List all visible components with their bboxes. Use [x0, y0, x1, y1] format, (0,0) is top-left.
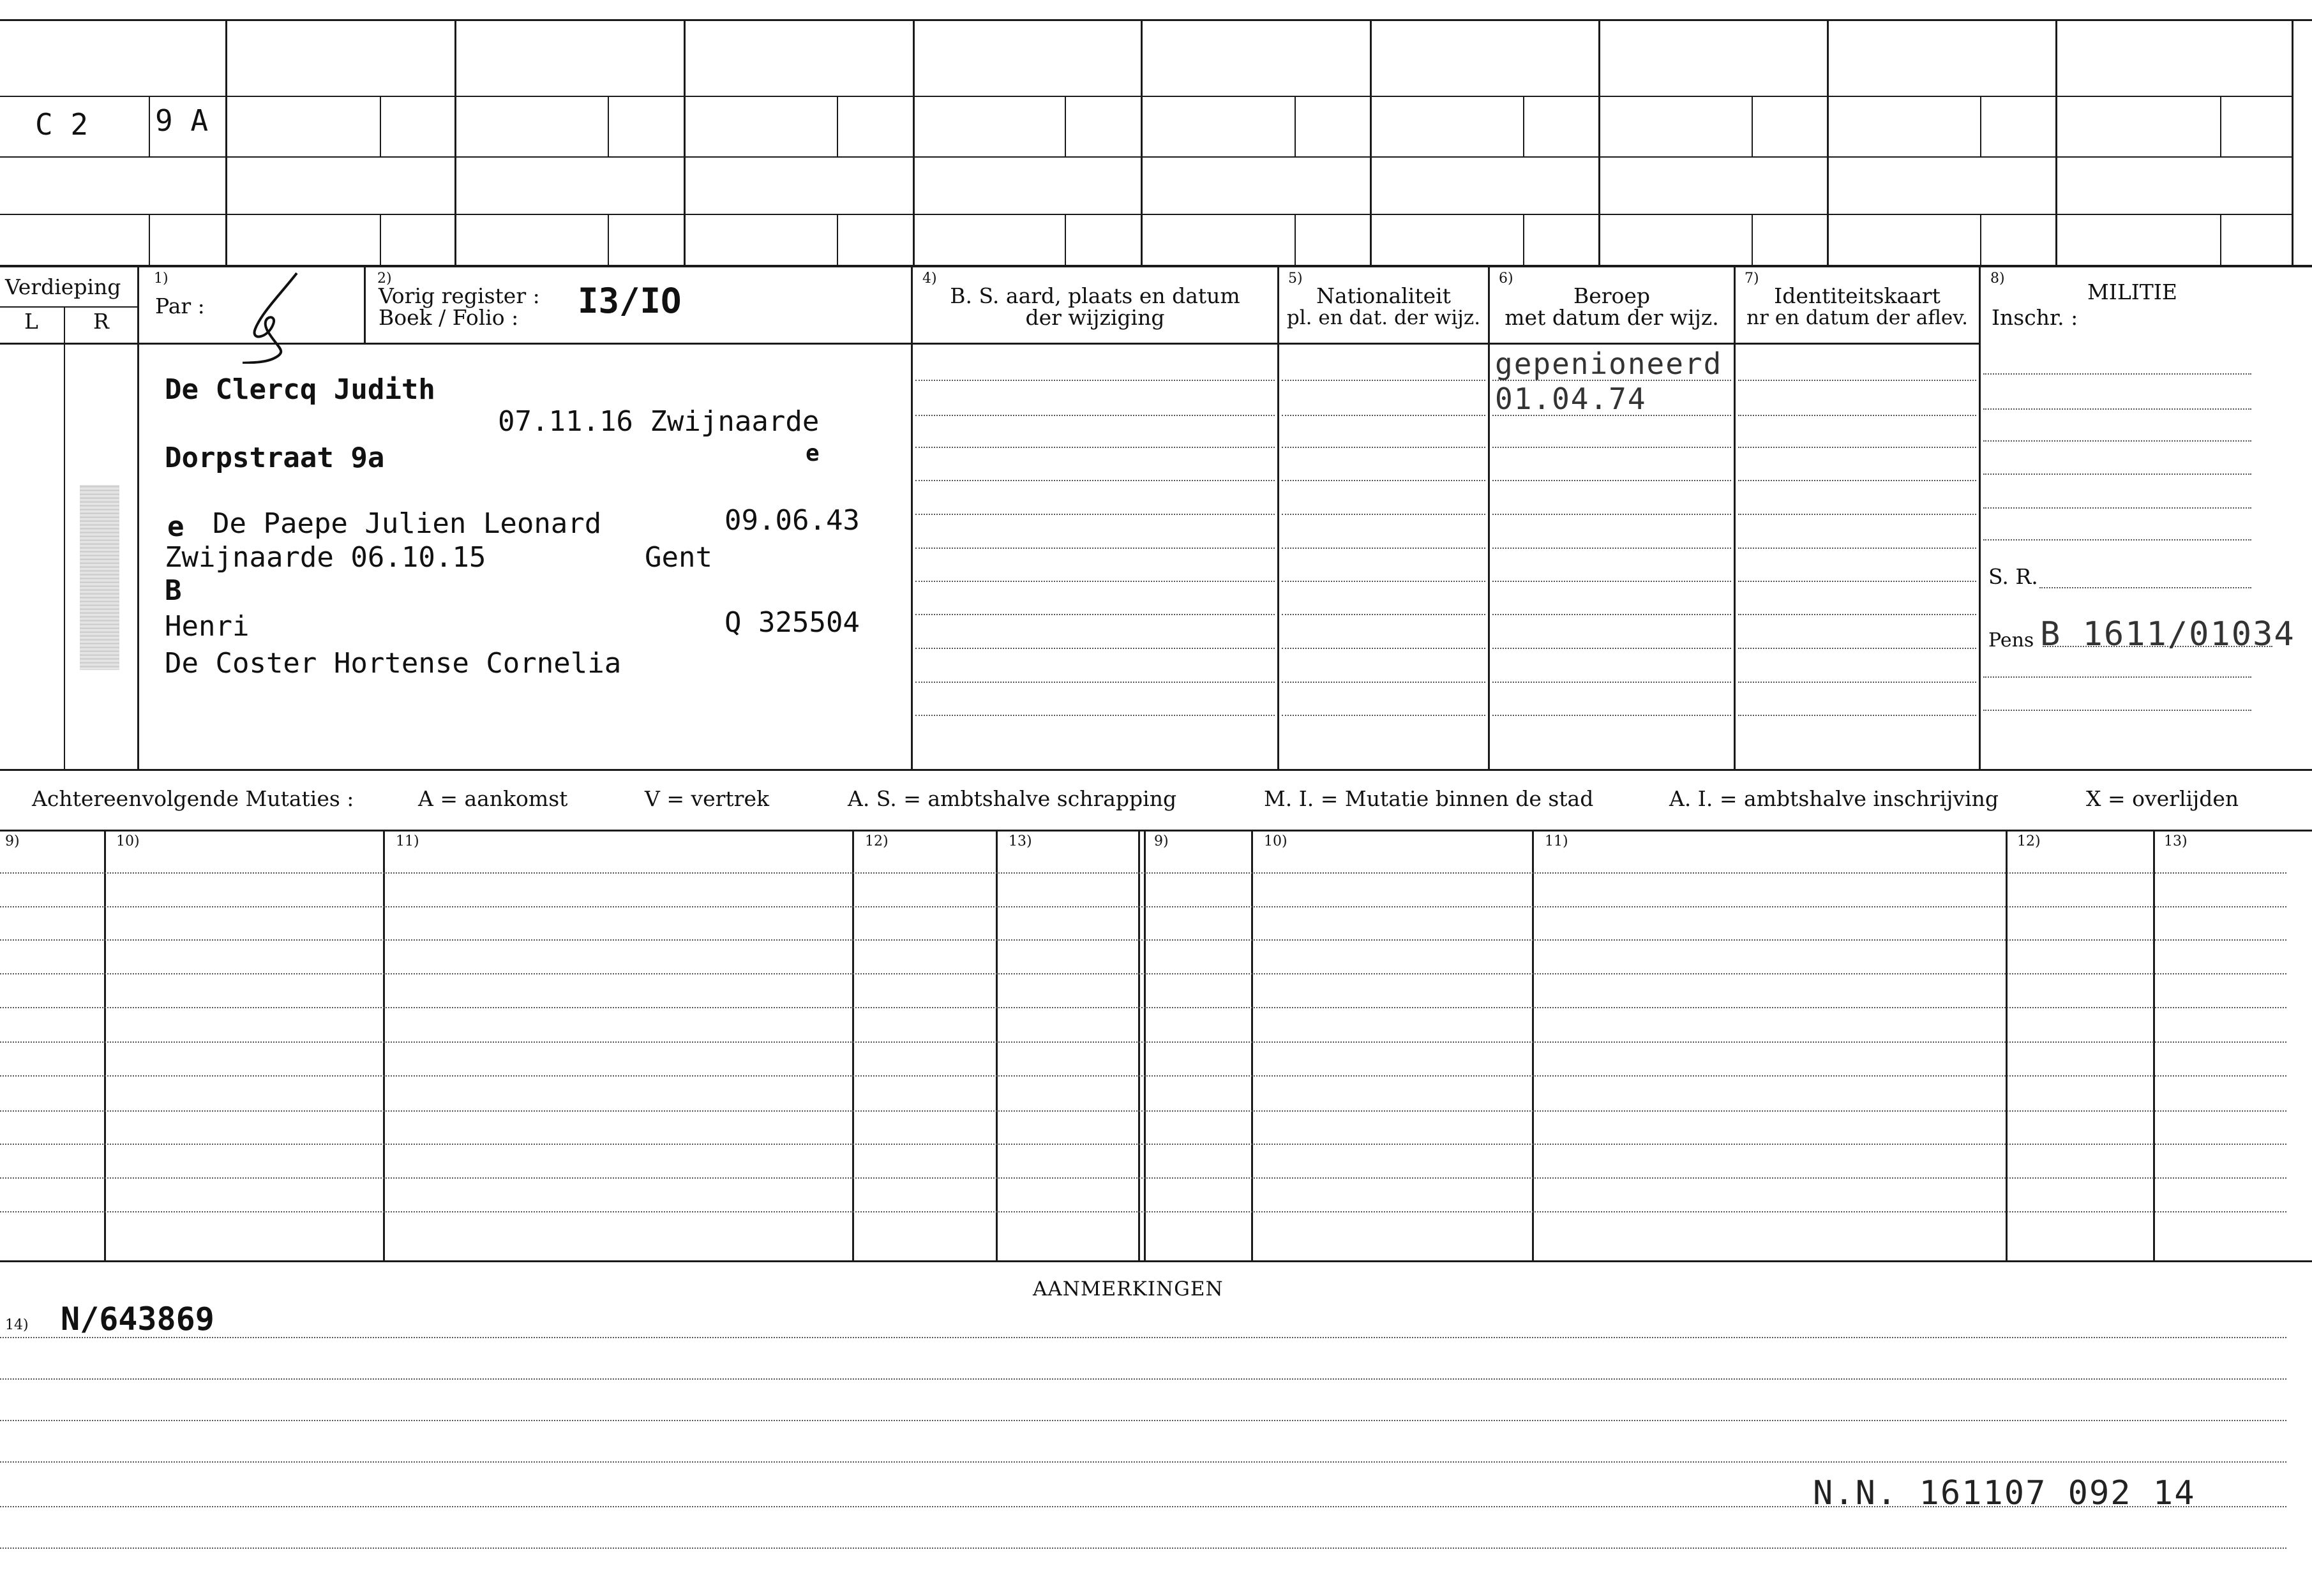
- dotted-rule: [1492, 614, 1731, 615]
- rule-v: [1277, 267, 1279, 771]
- dotted-rule: [1738, 380, 1976, 381]
- dotted-rule: [1492, 514, 1731, 515]
- rule-v: [225, 19, 227, 265]
- nationaliteit-header-line2: pl. en dat. der wijz.: [1286, 306, 1481, 329]
- rule-v: [2292, 19, 2293, 265]
- rule-v: [1488, 267, 1490, 771]
- rule-h: [0, 96, 2292, 97]
- rule-v: [1251, 830, 1253, 1260]
- dotted-rule: [1282, 614, 1485, 615]
- id-header-line1: Identiteitskaart: [1774, 283, 1940, 308]
- col-number: 13): [2164, 833, 2188, 849]
- boek-folio-label: Boek / Folio :: [379, 305, 519, 330]
- dotted-rule: [1492, 648, 1731, 649]
- dotted-rule: [0, 1548, 2286, 1549]
- dotted-rule: [915, 447, 1275, 448]
- dotted-rule: [1282, 648, 1485, 649]
- person-address: Dorpstraat 9a: [165, 442, 385, 474]
- rule-mutaties-top: [0, 830, 2312, 832]
- dotted-rule: [915, 380, 1275, 381]
- verdieping-label: Verdieping: [5, 274, 121, 299]
- spouse-birth: Zwijnaarde 06.10.15: [165, 541, 486, 574]
- dotted-rule: [1282, 548, 1485, 549]
- dotted-rule: [1738, 614, 1976, 615]
- nationality-code: B: [165, 574, 182, 607]
- rule-v: [1980, 96, 1981, 156]
- beroep-header-line1: Beroep: [1573, 283, 1651, 308]
- vorig-register-label: Vorig register :: [379, 283, 540, 308]
- col-number: 5): [1288, 271, 1303, 287]
- rule-h: [0, 156, 2292, 158]
- col-number: 8): [1990, 271, 2005, 287]
- rule-v: [364, 267, 366, 343]
- dotted-rule: [1983, 408, 2251, 410]
- dotted-rule: [0, 1461, 2286, 1463]
- dotted-rule: [915, 682, 1275, 683]
- dotted-rule: [0, 973, 2286, 974]
- person-name: De Clercq Judith: [165, 373, 435, 406]
- nn-number: N.N. 161107 092 14: [1813, 1474, 2196, 1512]
- rule-v: [137, 267, 139, 771]
- rule-v: [2055, 19, 2057, 265]
- dotted-rule: [0, 1075, 2286, 1077]
- dotted-rule: [1738, 447, 1976, 448]
- dotted-rule: [1983, 474, 2251, 475]
- dotted-rule: [0, 1110, 2286, 1112]
- col-number: 12): [2017, 833, 2041, 849]
- rule-v: [608, 214, 609, 265]
- col-number: 9): [5, 833, 20, 849]
- dotted-rule: [1282, 514, 1485, 515]
- rule-v: [2220, 96, 2221, 156]
- inschr-label: Inschr. :: [1992, 305, 2078, 330]
- rule-v: [1598, 19, 1600, 265]
- rule-v: [837, 214, 838, 265]
- rule-v: [64, 306, 65, 771]
- mutatie-x: X = overlijden: [2086, 786, 2239, 811]
- rule-v: [1295, 214, 1296, 265]
- mutatie-ai: A. I. = ambtshalve inschrijving: [1669, 786, 1999, 811]
- pencil-smudge: [80, 485, 119, 670]
- militie-header: MILITIE: [2087, 280, 2177, 304]
- dotted-rule: [0, 906, 2286, 907]
- rule-v: [383, 830, 385, 1260]
- vorig-register-value: I3/IO: [578, 281, 682, 321]
- rule-v: [1141, 19, 1143, 265]
- dotted-rule: [1492, 480, 1731, 481]
- dotted-rule: [1492, 548, 1731, 549]
- dotted-rule: [0, 1211, 2286, 1212]
- col-number: 9): [1154, 833, 1169, 849]
- rule-h: [0, 306, 137, 308]
- dotted-rule: [1983, 440, 2251, 442]
- rule-v: [684, 19, 686, 265]
- pens-label: Pens: [1988, 629, 2034, 652]
- rule-v: [1370, 19, 1372, 265]
- dotted-rule: [0, 939, 2286, 941]
- dotted-rule: [0, 1007, 2286, 1008]
- rule-h: [0, 214, 2292, 215]
- dotted-rule: [1983, 676, 2251, 678]
- rule-v: [996, 830, 998, 1260]
- dotted-rule: [0, 1337, 2286, 1338]
- spouse-name: De Paepe Julien Leonard: [213, 507, 602, 540]
- col-number: 1): [154, 271, 169, 287]
- beroep-date: 01.04.74: [1495, 382, 1647, 416]
- dotted-rule: [1738, 548, 1976, 549]
- code-c: C 2: [35, 107, 89, 142]
- dotted-rule: [1738, 715, 1976, 716]
- rule-v: [1532, 830, 1534, 1260]
- dotted-rule: [1282, 480, 1485, 481]
- dotted-rule: [0, 1041, 2286, 1043]
- rule-v: [1523, 96, 1524, 156]
- col-number: 10): [1264, 833, 1287, 849]
- dotted-rule: [1738, 682, 1976, 683]
- rule-v: [911, 267, 913, 771]
- dotted-rule: [0, 872, 2286, 874]
- par-signature: [243, 268, 313, 364]
- rule-v: [1523, 214, 1524, 265]
- place: Gent: [645, 541, 712, 574]
- rule-v: [149, 96, 150, 156]
- rule-v: [2153, 830, 2155, 1260]
- person-birth: 07.11.16 Zwijnaarde: [498, 405, 820, 438]
- mother-name: De Coster Hortense Cornelia: [165, 647, 622, 680]
- col-number: 7): [1745, 271, 1759, 287]
- par-label: Par :: [155, 294, 205, 318]
- rule-v: [1752, 214, 1753, 265]
- rule-v: [1752, 96, 1753, 156]
- dotted-rule: [915, 581, 1275, 582]
- col-number: 13): [1009, 833, 1032, 849]
- dotted-rule: [1492, 715, 1731, 716]
- bs-header-line2: der wijziging: [1025, 305, 1165, 330]
- dotted-rule: [1738, 415, 1976, 416]
- dotted-rule: [1738, 581, 1976, 582]
- r-label: R: [93, 309, 109, 334]
- pens-value: B 1611/01034: [2040, 615, 2295, 653]
- marriage-date: 09.06.43: [724, 504, 860, 537]
- id-header-line2: nr en datum der aflev.: [1746, 306, 1968, 329]
- dotted-rule: [1492, 447, 1731, 448]
- dotted-rule: [1282, 415, 1485, 416]
- rule-v: [2220, 214, 2221, 265]
- rule-v: [149, 214, 150, 265]
- nationaliteit-header-line1: Nationaliteit: [1316, 283, 1451, 308]
- id-card-number: Q 325504: [724, 606, 860, 639]
- dotted-rule: [0, 1420, 2286, 1421]
- dotted-rule: [1492, 682, 1731, 683]
- dotted-rule: [1738, 480, 1976, 481]
- beroep-value: gepenioneerd: [1495, 347, 1723, 381]
- dotted-rule: [1983, 373, 2251, 375]
- sr-label: S. R.: [1988, 564, 2038, 589]
- col-number: 10): [116, 833, 140, 849]
- dotted-rule: [0, 1177, 2286, 1179]
- rule-v: [454, 19, 456, 265]
- dotted-rule: [915, 648, 1275, 649]
- mutaties-title: Achtereenvolgende Mutaties :: [32, 786, 354, 811]
- rule-v: [104, 830, 106, 1260]
- dotted-rule: [0, 1144, 2286, 1145]
- dotted-rule: [2039, 587, 2251, 588]
- dotted-rule: [1282, 447, 1485, 448]
- rule-v: [1827, 19, 1829, 265]
- rule-v: [1138, 830, 1140, 1260]
- dotted-rule: [1282, 682, 1485, 683]
- dotted-rule: [915, 548, 1275, 549]
- mutatie-a: A = aankomst: [418, 786, 568, 811]
- col-number: 11): [1545, 833, 1568, 849]
- e-mark: e: [806, 440, 820, 466]
- rule-v: [2006, 830, 2008, 1260]
- col-number: 6): [1499, 271, 1513, 287]
- rule-v: [1065, 214, 1066, 265]
- dotted-rule: [1738, 514, 1976, 515]
- mutatie-v: V = vertrek: [645, 786, 769, 811]
- rule-v: [1980, 214, 1981, 265]
- dotted-rule: [1983, 539, 2251, 541]
- dotted-rule: [1738, 648, 1976, 649]
- rule-v: [837, 96, 838, 156]
- rule-v: [1295, 96, 1296, 156]
- rule-v: [1979, 267, 1981, 771]
- bs-header-line1: B. S. aard, plaats en datum: [950, 283, 1240, 308]
- col-number: 2): [377, 271, 392, 287]
- col-number: 11): [396, 833, 419, 849]
- dotted-rule: [0, 1378, 2286, 1380]
- dotted-rule: [1282, 715, 1485, 716]
- rule-body-bottom: [0, 769, 2312, 771]
- rule-v: [1065, 96, 1066, 156]
- dotted-rule: [915, 415, 1275, 416]
- rule-v: [913, 19, 915, 265]
- rule-v: [1734, 267, 1736, 771]
- dotted-rule: [915, 480, 1275, 481]
- dotted-rule: [1983, 710, 2251, 711]
- dotted-rule: [1983, 507, 2251, 509]
- rule-v: [1144, 830, 1146, 1260]
- dotted-rule: [915, 514, 1275, 515]
- code-house: 9 A: [155, 103, 209, 138]
- dotted-rule: [915, 715, 1275, 716]
- rule-top: [0, 19, 2312, 21]
- aanmerking-value: N/643869: [61, 1301, 214, 1338]
- l-label: L: [24, 309, 38, 334]
- spouse-prefix: e: [167, 511, 184, 543]
- col-number: 4): [922, 271, 937, 287]
- rule-v: [608, 96, 609, 156]
- mutatie-mi: M. I. = Mutatie binnen de stad: [1264, 786, 1594, 811]
- rule-v: [380, 214, 381, 265]
- rule-header-top: [0, 265, 2312, 267]
- rule-v: [852, 830, 854, 1260]
- aanmerkingen-title: AANMERKINGEN: [1033, 1278, 1224, 1301]
- beroep-header-line2: met datum der wijz.: [1505, 305, 1719, 330]
- dotted-rule: [1282, 581, 1485, 582]
- col-number: 14): [5, 1317, 29, 1333]
- mutatie-as: A. S. = ambtshalve schrapping: [848, 786, 1177, 811]
- col-number: 12): [865, 833, 889, 849]
- rule-mutaties-bottom: [0, 1260, 2312, 1262]
- rule-v: [380, 96, 381, 156]
- dotted-rule: [1282, 380, 1485, 381]
- dotted-rule: [1492, 581, 1731, 582]
- father-name: Henri: [165, 610, 250, 643]
- dotted-rule: [915, 614, 1275, 615]
